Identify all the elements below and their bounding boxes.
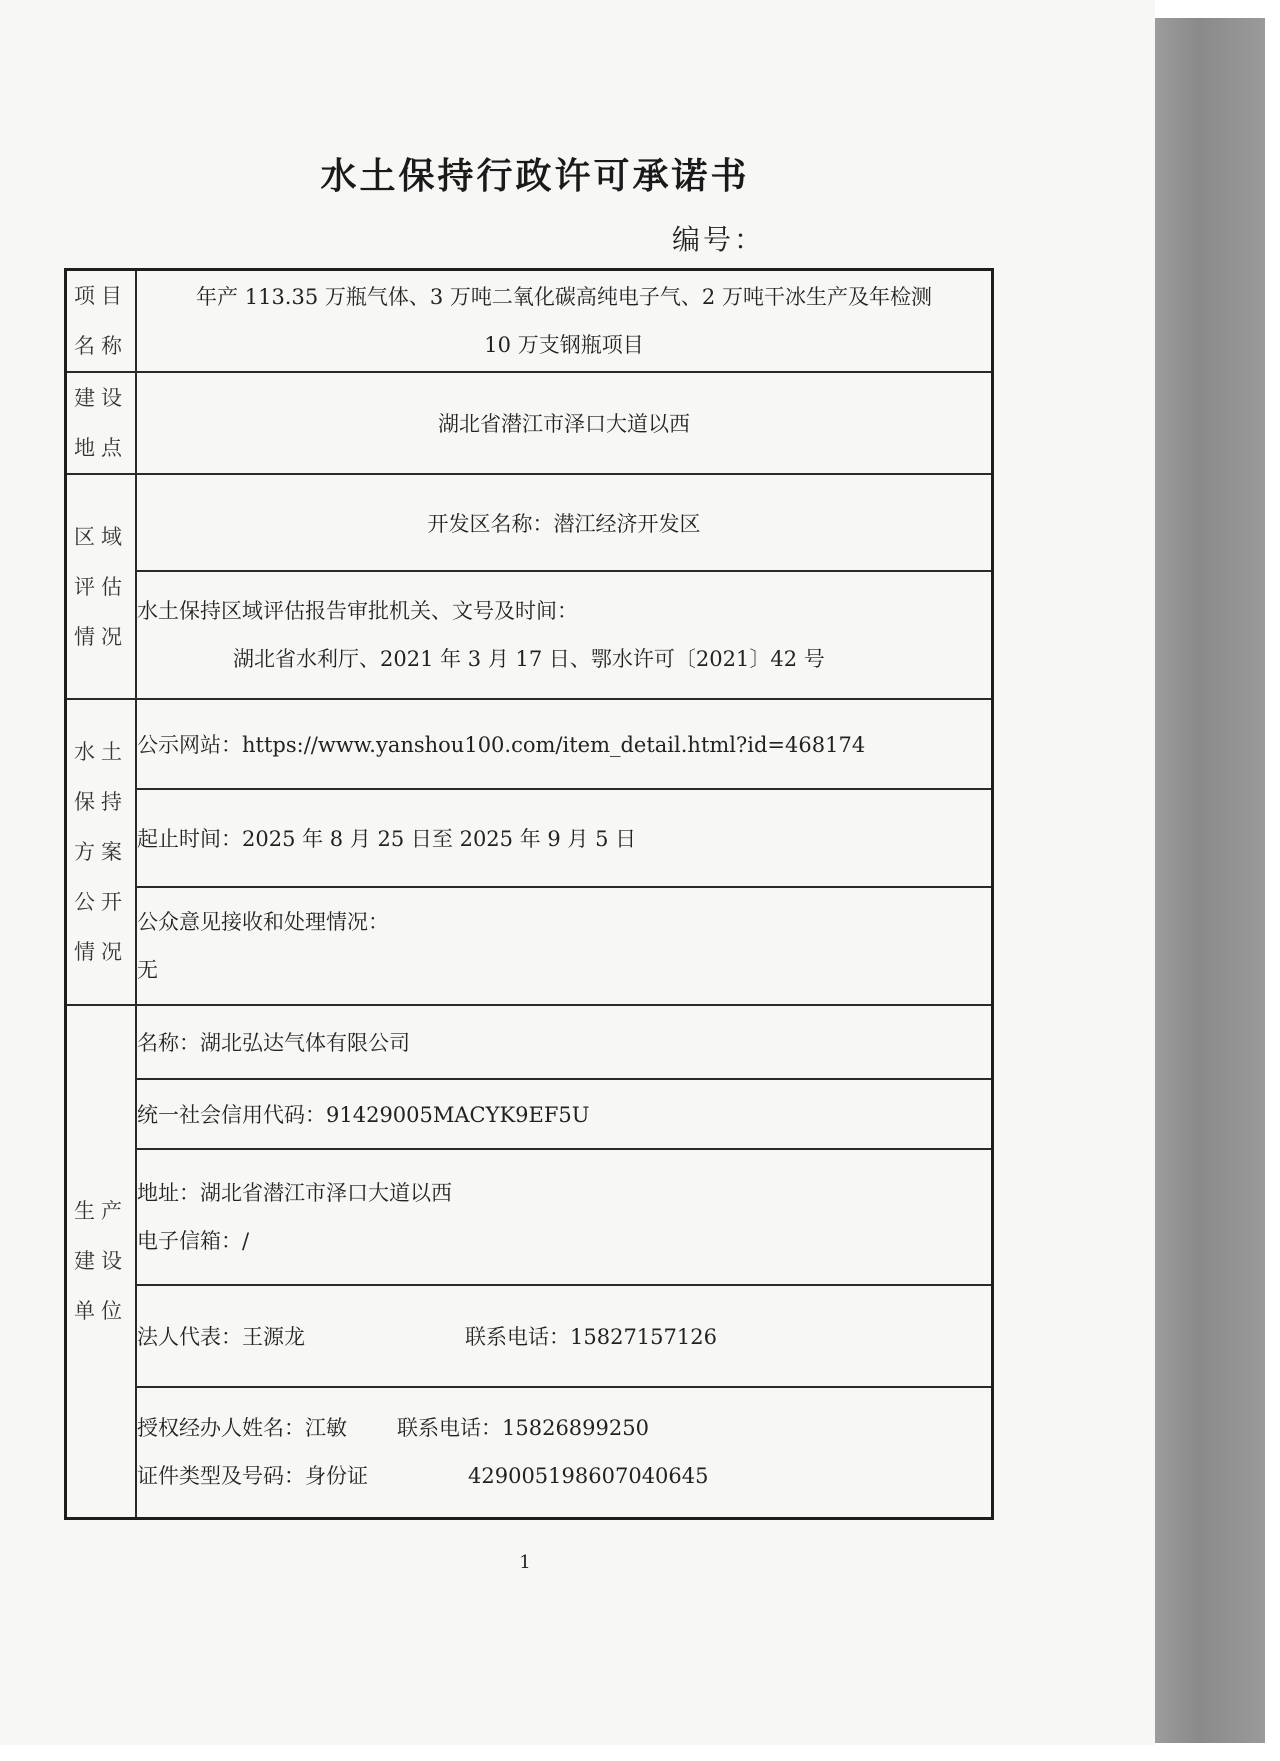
agent-name: 授权经办人姓名：江敏: [137, 1416, 347, 1441]
approval-cell: [136, 571, 993, 699]
label-regional-assessment: 区域评估情况: [66, 474, 137, 699]
agent-cell: [136, 1387, 993, 1518]
scan-bottom-margin: [0, 1745, 1280, 1761]
scan-shadow-edge: [1155, 18, 1265, 1743]
project-name-cell: [136, 270, 993, 373]
legal-rep-phone: 联系电话：15827157126: [465, 1325, 717, 1349]
label-project-name: 项目名称: [66, 270, 137, 373]
row-location: [66, 372, 993, 474]
row-unit-name: [66, 1005, 993, 1079]
document-title: 水土保持行政许可承诺书: [320, 156, 750, 197]
location-value: 湖北省潜江市泽口大道以西: [136, 372, 993, 474]
row-period: [66, 789, 993, 887]
project-name-line-1: 年产 113.35 万瓶气体、3 万吨二氧化碳高纯电子气、2 万吨干冰生产及年检测: [196, 285, 932, 309]
label-location: 建设地点: [66, 372, 137, 474]
label-plan-disclosure: 水土保持方案公开情况: [66, 699, 137, 1005]
id-type: 证件类型及号码：身份证: [137, 1464, 368, 1489]
unit-name-value: 名称：湖北弘达气体有限公司: [136, 1005, 993, 1079]
commitment-form-table: [64, 268, 994, 1520]
row-feedback: [66, 887, 993, 1005]
legal-rep-value: 法人代表：王源龙: [137, 1325, 305, 1349]
period-value: 起止时间：2025 年 8 月 25 日至 2025 年 9 月 5 日: [136, 789, 993, 887]
agent-line: [137, 1404, 991, 1452]
page-number: 1: [519, 1552, 531, 1573]
approval-label: 水土保持区域评估报告审批机关、文号及时间：: [137, 599, 578, 623]
row-agent: [66, 1387, 993, 1518]
project-name-line-2: 10 万支钢瓶项目: [484, 333, 644, 357]
row-website: [66, 699, 993, 789]
zone-name-value: 开发区名称：潜江经济开发区: [136, 474, 993, 571]
agent-phone: 联系电话：15826899250: [397, 1416, 649, 1441]
row-zone-name: [66, 474, 993, 571]
legal-rep-cell: [136, 1285, 993, 1387]
approval-value: 湖北省水利厅、2021 年 3 月 17 日、鄂水许可〔2021〕42 号: [233, 647, 825, 671]
row-approval: [66, 571, 993, 699]
row-project-name: [66, 270, 993, 373]
row-legal-rep: [66, 1285, 993, 1387]
feedback-value: 无: [137, 958, 158, 982]
row-credit-code: [66, 1079, 993, 1149]
credit-code-value: 统一社会信用代码：91429005MACYK9EF5U: [136, 1079, 993, 1149]
feedback-cell: [136, 887, 993, 1005]
id-line: [137, 1452, 991, 1500]
address-cell: [136, 1149, 993, 1285]
feedback-label: 公众意见接收和处理情况：: [137, 910, 389, 934]
serial-number-label: 编号：: [672, 223, 766, 256]
address-value: 地址：湖北省潜江市泽口大道以西: [137, 1181, 452, 1205]
row-address: [66, 1149, 993, 1285]
label-construction-unit: 生产建设单位: [66, 1005, 137, 1518]
email-value: 电子信箱：/: [137, 1229, 250, 1253]
id-number: 429005198607040645: [468, 1464, 709, 1489]
website-value: 公示网站：https://www.yanshou100.com/item_detail.html?id=468174: [136, 699, 993, 789]
